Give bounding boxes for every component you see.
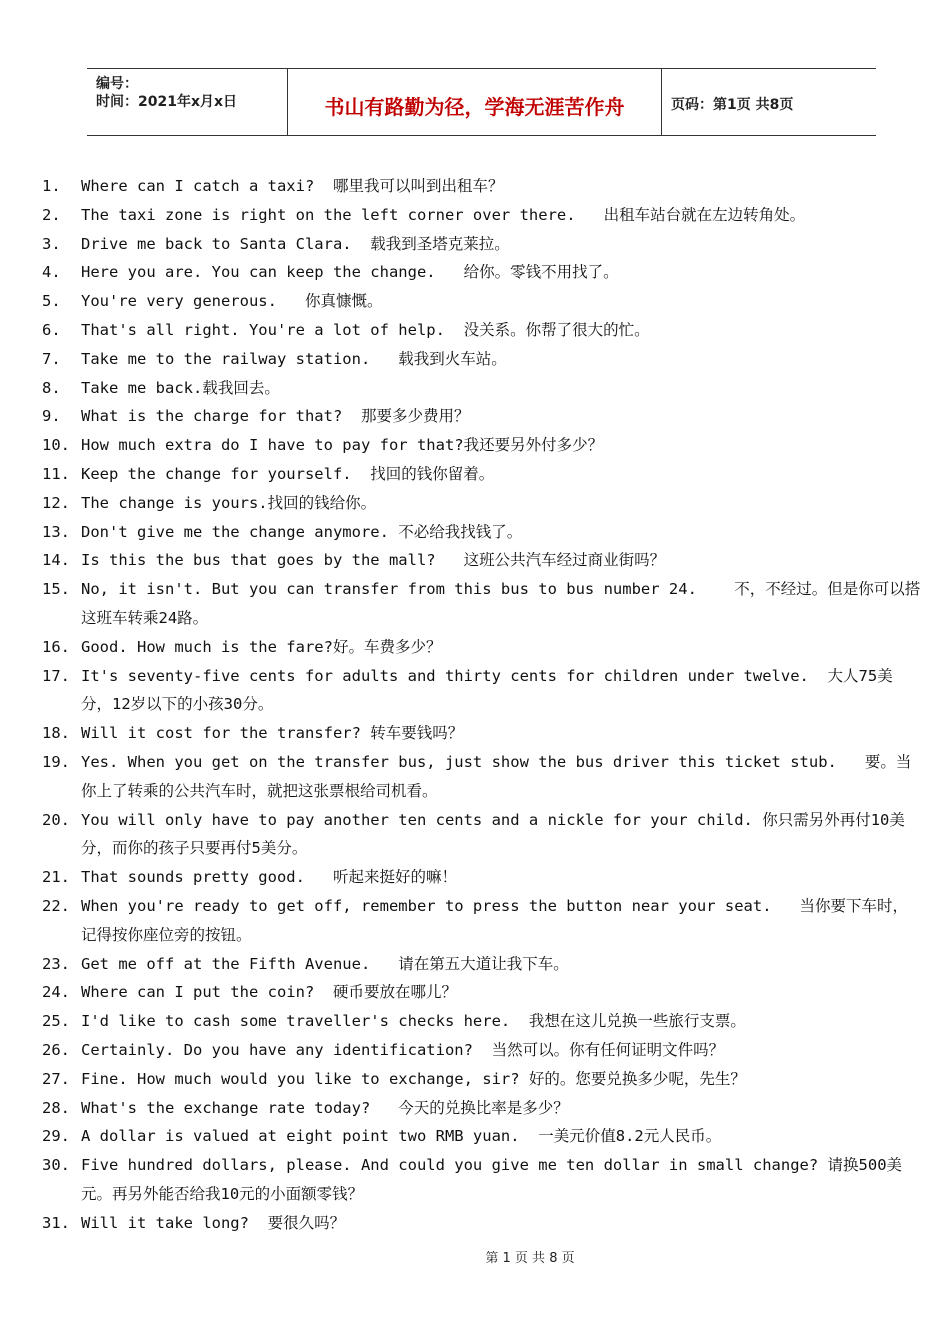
item-text: I'd like to cash some traveller's checks here. 我想在这儿兑换一些旅行支票。 [81,1012,746,1031]
item-text: Fine. How much would you like to exchange, sir? 好的。您要兑换多少呢，先生？ [81,1069,746,1088]
item-text: Will it cost for the transfer? 转车要钱吗？ [81,724,464,743]
item-text: A dollar is valued at eight point two RMB yuan. 一美元价值8.2元人民币。 [81,1127,722,1146]
header-page-info: 页码：第1页 共8页 [671,97,794,113]
item-text: That's all right. You're a lot of help. 没关系。你帮了很大的忙。 [81,320,650,339]
list-item [42,978,922,1007]
item-text: Where can I put the coin? 硬币要放在哪儿？ [81,983,457,1002]
item-text: Keep the change for yourself. 找回的钱你留着。 [81,464,495,483]
item-text: No, it isn't. But you can transfer from this bus to bus number 24. 不，不经过。但是你可以搭这班车转乘24路。 [81,580,921,627]
list-item [42,431,922,460]
item-number: 2. [42,205,61,224]
item-number: 28. [42,1098,70,1117]
item-number: 7. [42,349,61,368]
item-text: You will only have to pay another ten cents and a nickle for your child. 你只需另外再付10美分，而你的孩子只要再付5美分。 [81,810,905,858]
phrase-list [42,172,922,1237]
item-text: Where can I catch a taxi? 哪里我可以叫到出租车？ [81,177,504,195]
item-text: Don't give me the change anymore. 不必给我找钱了。 [81,522,523,541]
item-text: What is the charge for that? 那要多少费用？ [81,407,470,426]
list-item [42,172,922,201]
item-number: 16. [42,637,70,656]
header-meta-cell [87,69,287,135]
item-text: What's the exchange rate today? 今天的兑换比率是多少？ [81,1098,569,1117]
item-number: 10. [42,436,70,455]
item-text: That sounds pretty good. 听起来挺好的嘛！ [81,868,457,887]
item-number: 24. [42,983,70,1002]
item-number: 19. [42,752,70,771]
item-number: 30. [42,1156,70,1175]
list-item [42,201,922,230]
list-item [42,575,922,633]
item-number: 29. [42,1127,70,1146]
item-number: 26. [42,1040,70,1059]
item-number: 6. [42,320,61,339]
item-text: Certainly. Do you have any identification? 当然可以。你有任何证明文件吗？ [81,1040,725,1059]
item-number: 3. [42,234,61,253]
header-motto: 书山有路勤为径，学海无涯苦作舟 [324,95,625,119]
list-item [42,1094,922,1123]
list-item [42,863,922,892]
page-footer: 第 1 页 共 8 页 [485,1251,575,1266]
item-number: 18. [42,724,70,743]
list-item [42,489,922,518]
list-item [42,1151,922,1209]
item-text: Get me off at the Fifth Avenue. 请在第五大道让我下车。 [81,954,569,973]
item-text: Good. How much is the fare?好。车费多少？ [81,637,442,656]
list-item [42,633,922,662]
item-text: Drive me back to Santa Clara. 载我到圣塔克莱拉。 [81,234,510,253]
list-item [42,258,922,287]
item-number: 12. [42,493,70,512]
item-number: 31. [42,1213,70,1232]
item-number: 27. [42,1069,70,1088]
item-text: How much extra do I have to pay for that?我还要另外付多少？ [81,436,604,455]
item-number: 22. [42,896,70,915]
doc-time-label: 时间：2021年x月x日 [96,94,238,110]
item-number: 25. [42,1012,70,1031]
item-number: 17. [42,666,70,685]
item-text: Will it take long? 要很久吗？ [81,1213,346,1232]
item-text: Five hundred dollars, please. And could you give me ten dollar in small change? 请换500美元。再另外能否给我10元的小面额零钱？ [81,1156,903,1203]
item-number: 20. [42,810,70,829]
list-item [42,518,922,547]
item-number: 23. [42,954,70,973]
list-item [42,806,922,864]
item-text: You're very generous. 你真慷慨。 [81,292,383,311]
list-item [42,460,922,489]
item-text: The taxi zone is right on the left corner over there. 出租车站台就在左边转角处。 [81,205,806,224]
list-item [42,1122,922,1151]
item-number: 5. [42,292,61,311]
item-number: 1. [42,177,61,195]
header-motto-cell [287,69,662,135]
item-number: 21. [42,868,70,887]
doc-code-label: 编号： [96,76,138,92]
item-number: 8. [42,378,61,397]
header-page-cell [661,69,876,135]
item-text: Here you are. You can keep the change. 给你。零钱不用找了。 [81,263,619,282]
item-text: It's seventy-five cents for adults and thirty cents for children under twelve. 大人75美分，12岁以下的小孩30分。 [81,666,893,714]
list-item [42,546,922,575]
list-item [42,1036,922,1065]
item-number: 13. [42,522,70,541]
list-item [42,402,922,431]
list-item [42,662,922,720]
item-number: 14. [42,551,70,570]
list-item [42,316,922,345]
list-item [42,345,922,374]
item-text: When you're ready to get off, remember to press the button near your seat. 当你要下车时，记得按你座位旁的按钮。 [81,896,909,944]
item-number: 11. [42,464,70,483]
list-item [42,374,922,403]
item-text: Take me back.载我回去。 [81,378,280,397]
list-item [42,1065,922,1094]
item-number: 9. [42,407,61,426]
item-number: 15. [42,580,70,599]
list-item [42,1209,922,1238]
list-item [42,950,922,979]
list-item [42,719,922,748]
item-number: 4. [42,263,61,282]
list-item [42,230,922,259]
item-text: Yes. When you get on the transfer bus, just show the bus driver this ticket stub. 要。当你上了转乘的公共汽车时，就把这张票根给司机看。 [81,752,912,800]
item-text: Take me to the railway station. 载我到火车站。 [81,349,507,368]
list-item [42,287,922,316]
list-item [42,748,922,806]
page-header [87,68,876,136]
list-item [42,1007,922,1036]
item-text: The change is yours.找回的钱给你。 [81,493,377,512]
list-item [42,892,922,950]
item-text: Is this the bus that goes by the mall? 这班公共汽车经过商业街吗？ [81,551,666,570]
